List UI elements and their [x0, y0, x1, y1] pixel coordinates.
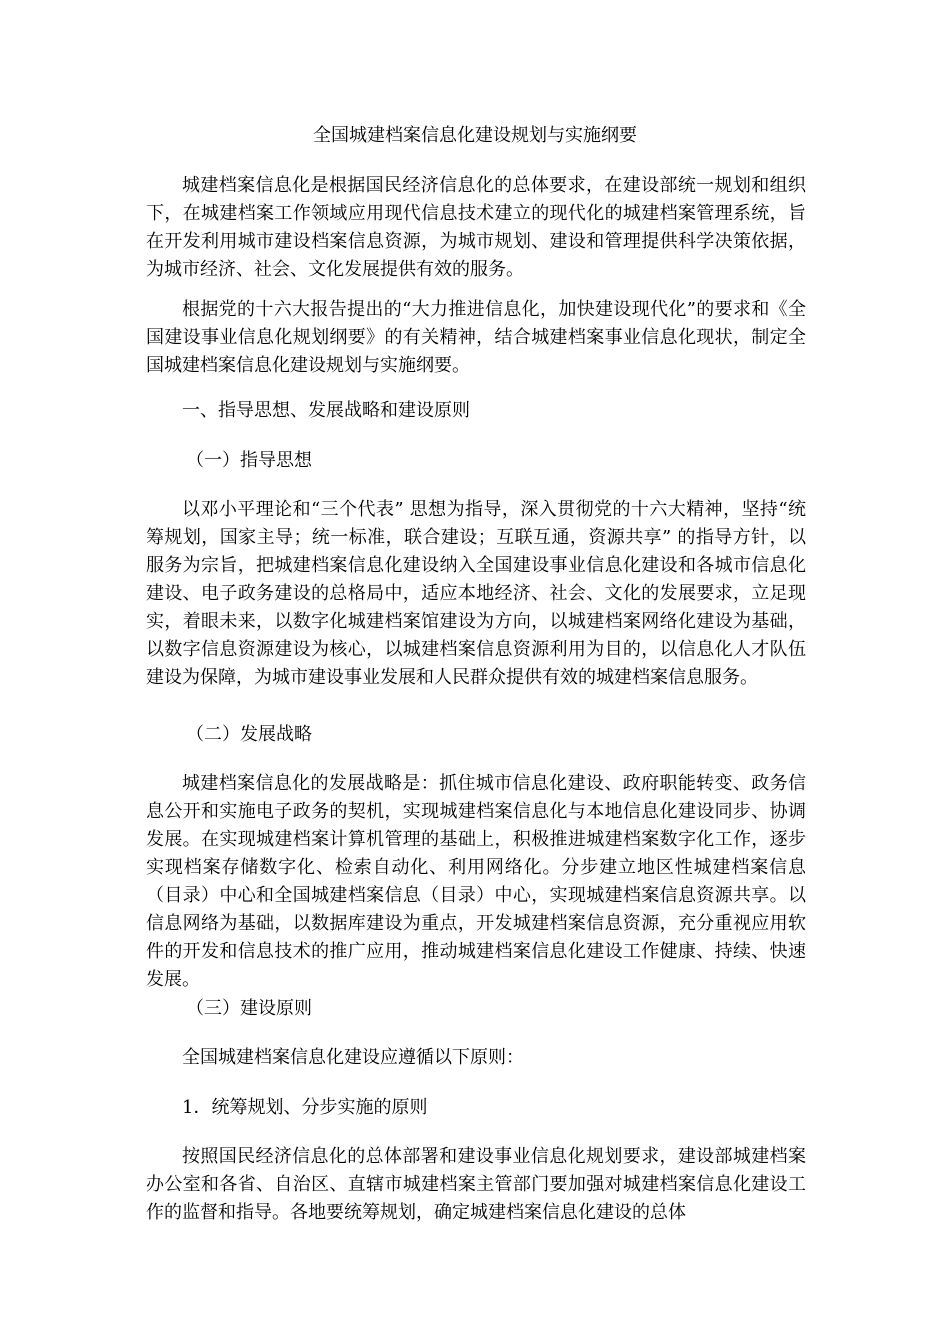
principle-heading-1: 1．统筹规划、分步实施的原则 [182, 1097, 428, 1118]
paragraph-intro: 城建档案信息化是根据国民经济信息化的总体要求，在建设部统一规划和组织下，在城建档案工作领域应用现代信息技术建立的现代化的城建档案管理系统，旨在开发利用城市建设档案信息资源，为城市规划、建设和管理提供科学决策依据，为城市经济、社会、文化发展提供有效的服务。 [146, 175, 806, 280]
subsection-heading-construction-principles: （三）建设原则 [186, 998, 312, 1019]
subsection-heading-development-strategy: （二）发展战略 [186, 724, 312, 745]
document-title: 全国城建档案信息化建设规划与实施纲要 [313, 125, 637, 146]
section-heading-1: 一、指导思想、发展战略和建设原则 [182, 400, 470, 421]
paragraph-principle-1: 按照国民经济信息化的总体部署和建设事业信息化规划要求，建设部城建档案办公室和各省、自治区、直辖市城建档案主管部门要加强对城建档案信息化建设工作的监督和指导。各地要统筹规划，确定城建档案信息化建设的总体 [146, 1146, 806, 1223]
paragraph-basis: 根据党的十六大报告提出的“大力推进信息化，加快建设现代化”的要求和《全国建设事业信息化规划纲要》的有关精神，结合城建档案事业信息化现状，制定全国城建档案信息化建设规划与实施纲要。 [146, 299, 806, 376]
paragraph-guiding-ideology: 以邓小平理论和“三个代表” 思想为指导，深入贯彻党的十六大精神，坚持“统筹规划，国家主导；统一标准，联合建设；互联互通，资源共享” 的指导方针，以服务为宗旨，把城建档案信息化建设纳入全国建设事业信息化建设和各城市信息化建设、电子政务建设的总格局中，适应本地经济、社会、文化的发展要求，立足现实，着眼未来，以数字化城建档案馆建设为方向，以城建档案网络化建设为基础，以数字信息资源建设为核心，以城建档案信息资源利用为目的，以信息化人才队伍建设为保障，为城市建设事业发展和人民群众提供有效的城建档案信息服务。 [146, 499, 806, 688]
paragraph-principles-intro: 全国城建档案信息化建设应遵循以下原则： [182, 1047, 524, 1068]
paragraph-development-strategy: 城建档案信息化的发展战略是：抓住城市信息化建设、政府职能转变、政务信息公开和实施电子政务的契机，实现城建档案信息化与本地信息化建设同步、协调发展。在实现城建档案计算机管理的基础上，积极推进城建档案数字化工作，逐步实现档案存储数字化、检索自动化、利用网络化。分步建立地区性城建档案信息（目录）中心和全国城建档案信息（目录）中心，实现城建档案信息资源共享。以信息网络为基础，以数据库建设为重点，开发城建档案信息资源，充分重视应用软件的开发和信息技术的推广应用，推动城建档案信息化建设工作健康、持续、快速发展。 [146, 773, 806, 990]
subsection-heading-guiding-ideology: （一）指导思想 [186, 450, 312, 471]
